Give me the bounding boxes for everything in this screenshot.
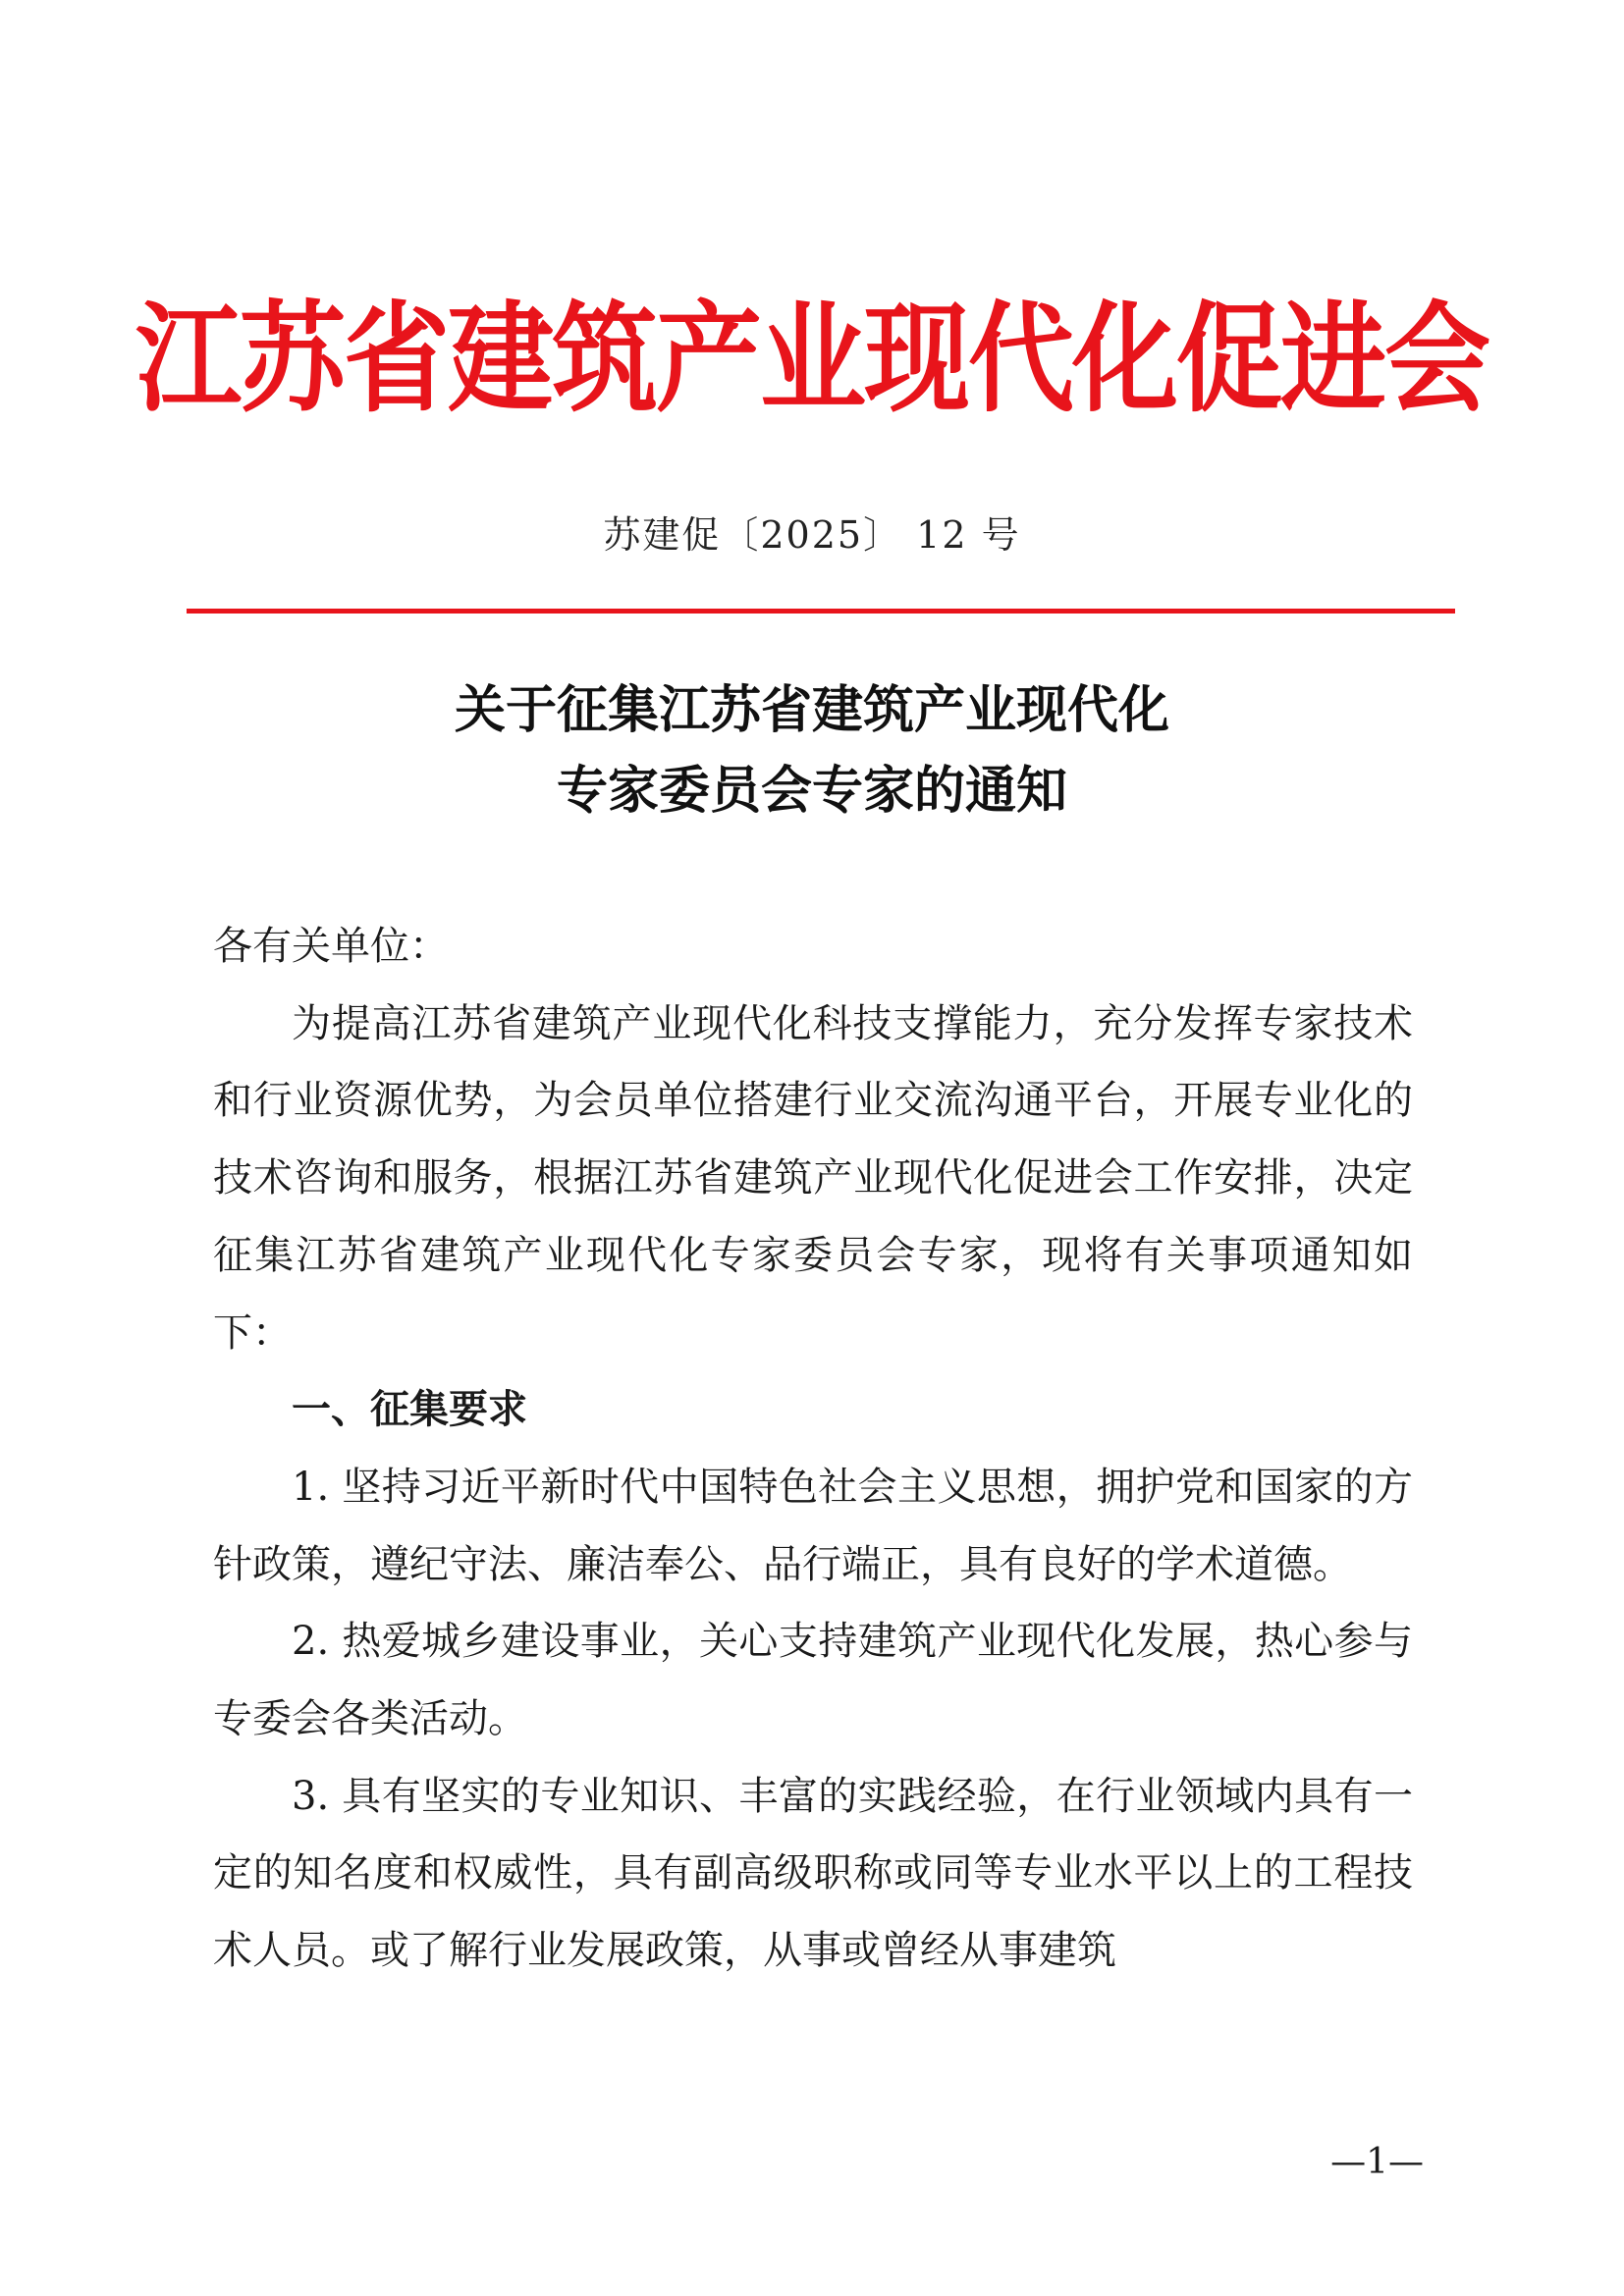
salutation: 各有关单位： xyxy=(213,924,449,969)
requirement-item-3: 3. 具有坚实的专业知识、丰富的实践经验，在行业领域内具有一定的知名度和权威性，具有副高级职称或同等专业水平以上的工程技术人员。或了解行业发展政策，从事或曾经从事建筑 xyxy=(213,1773,1413,1974)
intro-paragraph: 为提高江苏省建筑产业现代化科技支撑能力，充分发挥专家技术和行业资源优势，为会员单位搭建行业交流沟通平台，开展专业化的技术咨询和服务，根据江苏省建筑产业现代化促进会工作安排，决定征集江苏省建筑产业现代化专家委员会专家，现将有关事项通知如下： xyxy=(213,1000,1413,1356)
requirement-item-2: 2. 热爱城乡建设事业，关心支持建筑产业现代化发展，热心参与专委会各类活动。 xyxy=(213,1619,1413,1742)
notice-title-line-1: 关于征集江苏省建筑产业现代化 xyxy=(454,681,1169,740)
red-divider-line xyxy=(187,609,1455,614)
requirement-item-1: 1. 坚持习近平新时代中国特色社会主义思想，拥护党和国家的方针政策，遵纪守法、廉洁奉公、品行端正，具有良好的学术道德。 xyxy=(213,1464,1413,1587)
section-heading: 一、征集要求 xyxy=(292,1387,527,1433)
organization-masthead: 江苏省建筑产业现代化促进会 xyxy=(135,291,1489,429)
document-number: 苏建促〔2025〕 12 号 xyxy=(603,513,1021,557)
notice-title-line-2: 专家委员会专家的通知 xyxy=(556,762,1067,821)
page-number: —1— xyxy=(1330,2142,1424,2182)
notice-body xyxy=(213,908,1413,1990)
